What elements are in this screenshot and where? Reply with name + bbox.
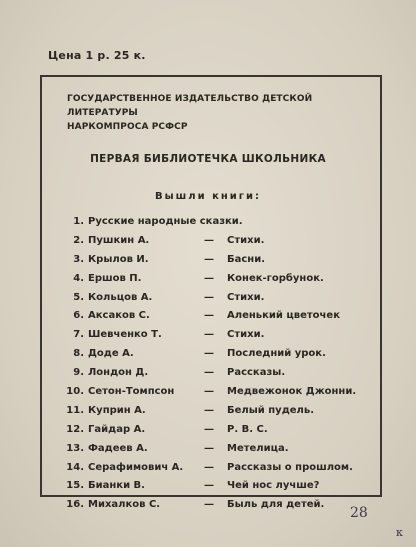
book-title: Медвежонок Джонни. xyxy=(227,386,357,398)
book-dash: — xyxy=(204,386,214,398)
book-dash: — xyxy=(204,423,214,435)
book-author: Шевченко Т. xyxy=(88,329,162,341)
book-list-item xyxy=(62,235,382,254)
book-number: 5. xyxy=(73,291,84,303)
book-number: 6. xyxy=(73,310,84,322)
book-number: 7. xyxy=(73,329,84,341)
book-number: 10. xyxy=(66,386,84,398)
book-author: Аксаков С. xyxy=(88,310,150,322)
book-author: Бианки В. xyxy=(88,480,145,492)
book-number: 8. xyxy=(73,348,84,360)
book-number: 14. xyxy=(66,461,84,473)
book-author: Крылов И. xyxy=(88,253,149,265)
book-list-item xyxy=(62,405,382,424)
book-dash: — xyxy=(204,329,214,341)
book-dash: — xyxy=(204,367,214,379)
book-dash: — xyxy=(204,499,214,511)
book-dash: — xyxy=(204,310,214,322)
price-label: Цена 1 р. 25 к. xyxy=(48,49,146,62)
book-full-title: Русские народные сказки. xyxy=(88,216,243,227)
book-author: Сетон-Томпсон xyxy=(88,386,175,398)
book-title: Стихи. xyxy=(227,234,265,246)
book-list-item xyxy=(62,348,382,367)
book-dash: — xyxy=(204,442,214,454)
book-list-item xyxy=(62,367,382,386)
book-dash: — xyxy=(204,291,214,303)
book-number: 2. xyxy=(73,234,84,246)
book-author: Фадеев А. xyxy=(88,442,148,454)
book-number: 3. xyxy=(73,253,84,265)
book-title: Стихи. xyxy=(227,329,265,341)
book-list xyxy=(62,216,382,518)
book-title: Р. В. С. xyxy=(227,423,268,435)
book-title: Стихи. xyxy=(227,291,265,303)
book-dash: — xyxy=(204,480,214,492)
book-dash: — xyxy=(204,461,214,473)
book-author: Гайдар А. xyxy=(88,423,146,435)
book-title: Быль для детей. xyxy=(227,499,325,511)
handwritten-mark: 28 xyxy=(350,505,368,521)
book-number: 12. xyxy=(66,423,84,435)
book-title: Метелица. xyxy=(227,442,289,454)
corner-mark: к xyxy=(396,526,403,539)
book-list-item xyxy=(62,499,382,518)
book-list-item xyxy=(62,386,382,405)
book-title: Басни. xyxy=(227,253,266,265)
book-dash: — xyxy=(204,253,214,265)
book-number: 16. xyxy=(66,499,84,511)
released-heading: Вышли книги: xyxy=(154,191,262,202)
book-list-item xyxy=(62,254,382,273)
book-author: Куприн А. xyxy=(88,404,146,416)
book-list-item xyxy=(62,216,382,235)
book-number: 15. xyxy=(66,480,84,492)
book-number: 4. xyxy=(73,272,84,284)
book-list-item xyxy=(62,462,382,481)
book-author: Пушкин А. xyxy=(88,234,150,246)
book-author: Лондон Д. xyxy=(88,367,149,379)
book-title: Аленький цветочек xyxy=(227,310,340,322)
book-list-item xyxy=(62,292,382,311)
publisher-line-1: ГОСУДАРСТВЕННОЕ ИЗДАТЕЛЬСТВО ДЕТСКОЙ ЛИТЕРАТУРЫ xyxy=(67,94,313,118)
book-dash: — xyxy=(204,272,214,284)
book-list-item xyxy=(62,480,382,499)
book-list-item xyxy=(62,443,382,462)
book-title: Рассказы. xyxy=(227,367,286,379)
book-list-item xyxy=(62,424,382,443)
book-list-item xyxy=(62,273,382,292)
series-title: ПЕРВАЯ БИБЛИОТЕЧКА ШКОЛЬНИКА xyxy=(90,153,326,165)
book-number: 11. xyxy=(66,404,84,416)
book-title: Конек-горбунок. xyxy=(227,272,324,284)
book-list-item xyxy=(62,329,382,348)
book-number: 9. xyxy=(73,367,84,379)
book-number: 13. xyxy=(66,442,84,454)
book-author: Ершов П. xyxy=(88,272,142,284)
book-title: Рассказы о прошлом. xyxy=(227,461,353,473)
book-author: Кольцов А. xyxy=(88,291,153,303)
book-list-item xyxy=(62,310,382,329)
book-title: Белый пудель. xyxy=(227,404,314,416)
book-author: Серафимович А. xyxy=(88,461,184,473)
book-dash: — xyxy=(204,234,214,246)
publisher-line-2: НАРКОМПРОСА РСФСР xyxy=(67,122,188,132)
book-title: Последний урок. xyxy=(227,348,326,360)
publisher-block xyxy=(67,92,367,134)
book-dash: — xyxy=(204,404,214,416)
book-title: Чей нос лучше? xyxy=(227,480,320,492)
book-number: 1. xyxy=(73,216,84,227)
book-author: Михалков С. xyxy=(88,499,161,511)
book-dash: — xyxy=(204,348,214,360)
book-author: Доде А. xyxy=(88,348,134,360)
